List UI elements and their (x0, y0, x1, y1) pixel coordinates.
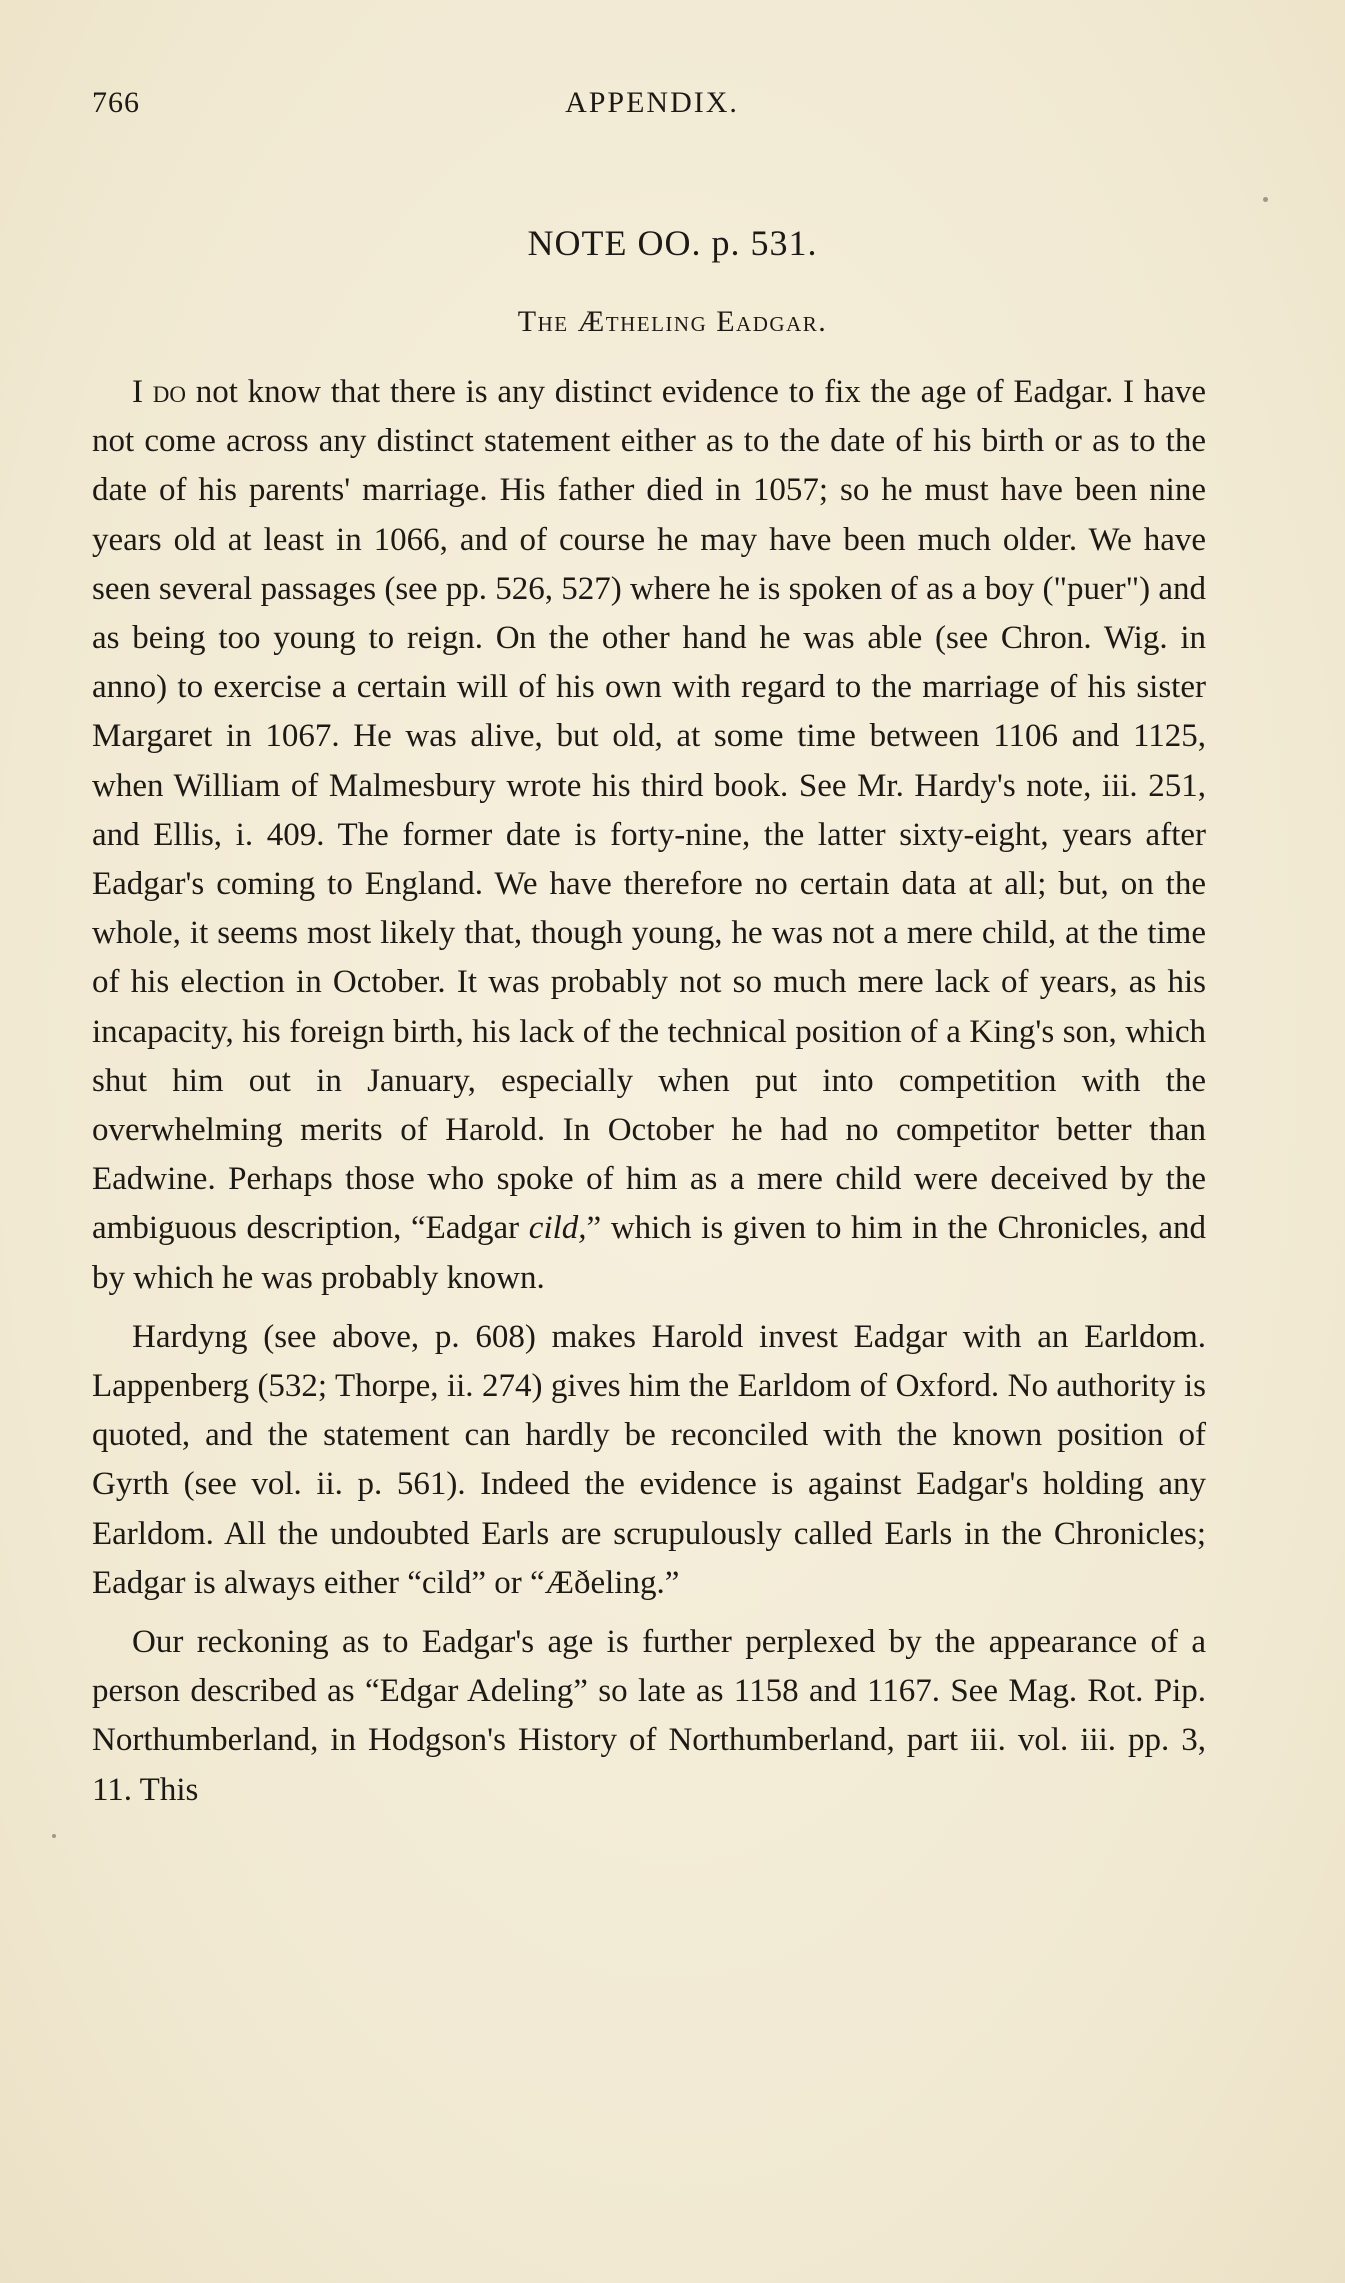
paragraph-1 (92, 368, 1206, 1303)
paper-speck (52, 1834, 56, 1838)
paragraph-1-tail: ” which is given to him in the Chronicles, and by which he was probably known. (92, 1210, 1206, 1296)
paragraph-2: Hardyng (see above, p. 608) makes Harold invest Eadgar with an Earldom. Lappenberg (532; Thorpe, ii. 274) gives him the Earldom of Oxford. No authority is quoted, and the statement can hardly be reconciled with the known position of Gyrth (see vol. ii. p. 561). Indeed the evidence is against Eadgar's holding any Earldom. All the undoubted Earls are scrupulously called Earls in the Chronicles; Eadgar is always either “cild” or “Æðeling.” (92, 1318, 1206, 1601)
running-title: APPENDIX. (565, 86, 739, 119)
page-number: 766 (92, 86, 140, 119)
paragraph-lead: I do (132, 374, 186, 410)
paragraph-3: Our reckoning as to Eadgar's age is further perplexed by the appearance of a person described as “Edgar Adeling” so late as 1158 and 1167. See Mag. Rot. Pip. Northumberland, in Hodgson's History of Northumberland, part iii. vol. iii. pp. 3, 11. This (92, 1624, 1206, 1808)
body-text (92, 368, 1206, 1825)
note-subtitle: The Ætheling Eadgar. (517, 305, 828, 338)
italic-term: cild, (528, 1210, 587, 1247)
paragraph-1-text: not know that there is any distinct evidence to fix the age of Eadgar. I have not come across any distinct statement either as to the date of his birth or as to the date of his parents' marriage. His father died in 1057; so he must have been nine years old at least in 1066, and of course he may have been much older. We have seen several passages (see pp. 526, 527) where he is spoken of as a boy ("puer") and as being too young to reign. On the other hand he was able (see Chron. Wig. in anno) to exercise a certain will of his own with regard to the marriage of his sister Margaret in 1067. He was alive, but old, at some time between 1106 and 1125, when William of Malmesbury wrote his third book. See Mr. Hardy's note, iii. 251, and Ellis, i. 409. The former date is forty-nine, the latter sixty-eight, years after Eadgar's coming to England. We have therefore no certain data at all; but, on the whole, it seems most likely that, though young, he was not a mere child, at the time of his election in October. It was probably not so much mere lack of years, as his incapacity, his foreign birth, his lack of the technical position of a King's son, which shut him out in January, especially when put into competition with the overwhelming merits of Harold. In October he had no competitor better than Eadwine. Perhaps those who spoke of him as a mere child were deceived by the ambiguous description, “Eadgar (92, 374, 1207, 1247)
running-head (92, 86, 1212, 136)
note-heading: NOTE OO. p. 531. (527, 223, 818, 263)
paper-speck (1263, 197, 1268, 202)
